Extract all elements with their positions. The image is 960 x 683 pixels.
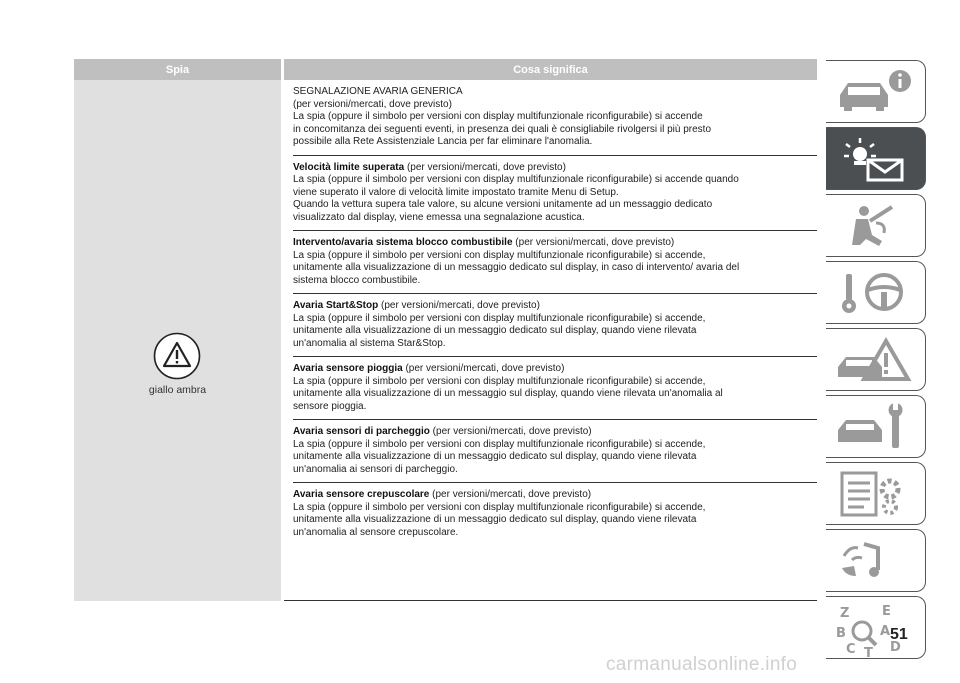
multimedia-icon (834, 536, 918, 586)
header-spia: Spia (74, 59, 281, 80)
svg-text:Z: Z (840, 606, 850, 621)
entry-rain-sensor: Avaria sensore pioggia (per versioni/mercati, dove previsto) La spia (oppure il simbolo per versioni con display multifunzionale riconfigurabile) si accende, unitamente alla visualizzazione di un messaggio sul display, quando viene rilevata un'anomalia al sensore pioggia. (293, 356, 817, 419)
entry-heading: SEGNALAZIONE AVARIA GENERICA (293, 86, 463, 97)
tab-car-info[interactable] (826, 60, 926, 123)
maintenance-icon (834, 402, 918, 452)
technical-data-icon (834, 469, 918, 519)
header-cosa-significa: Cosa significa (284, 59, 817, 80)
tab-starting-driving[interactable] (826, 261, 926, 324)
tab-safety[interactable] (826, 194, 926, 257)
safety-airbag-icon (834, 201, 918, 251)
entry-title: Avaria sensori di parcheggio (293, 426, 430, 437)
entry-twilight-sensor: Avaria sensore crepuscolare (per versioni/mercati, dove previsto) La spia (oppure il simbolo per versioni con display multifunzionale riconfigurabile) si accende, unitamente alla visualizzazione di un messaggio dedicato sul display, quando viene rilevata un'anomalia al sensore crepuscolare. (293, 482, 817, 545)
entry-title: Avaria Start&Stop (293, 300, 379, 311)
car-info-icon (834, 67, 918, 117)
svg-text:A: A (880, 624, 891, 639)
emergency-icon (834, 335, 918, 385)
svg-text:B: B (836, 626, 846, 641)
starting-driving-icon (834, 268, 918, 318)
entry-title: Avaria sensore pioggia (293, 363, 403, 374)
table-header (74, 59, 817, 80)
table-body (74, 80, 817, 601)
tab-index[interactable] (826, 596, 926, 659)
watermark: carmanualsonline.info (606, 654, 798, 675)
warning-light-table (74, 59, 817, 601)
spia-cell (74, 80, 281, 601)
svg-text:D: D (890, 640, 901, 655)
entry-fuel-cutoff: Intervento/avaria sistema blocco combustibile (per versioni/mercati, dove previsto) La spia (oppure il simbolo per versioni con display multifunzionale riconfigurabile) si accende, unitamente alla visualizzazione di un messaggio dedicato sul display, in caso di intervento/ avaria del sistema blocco combustibile. (293, 230, 817, 293)
entry-generic-fault: SEGNALAZIONE AVARIA GENERICA (per versioni/mercati, dove previsto) La spia (oppure il simbolo per versioni con display multifunzionale riconfigurabile) si accende in concomitanza dei seguenti eventi, in presenza dei quali è consigliabile rivolgersi il più presto possibile alla Rete Assistenziale Lancia per far eliminare l'anomalia. (293, 80, 817, 155)
tab-emergency[interactable] (826, 328, 926, 391)
svg-text:T: T (864, 646, 873, 659)
entry-title: Intervento/avaria sistema blocco combustibile (293, 237, 513, 248)
svg-text:E: E (882, 604, 891, 619)
entry-speed-limit: Velocità limite superata (per versioni/mercati, dove previsto) La spia (oppure il simbolo per versioni con display multifunzionale riconfigurabile) si accende quando viene superato il valore di velocità limite impostato tramite Menu di Setup. Quando la vettura supera tale valore, su alcune versioni unitamente ad un messaggio dedicato visualizzato dal display, viene emessa una segnalazione acustica. (293, 155, 817, 231)
spia-color-label: giallo ambra (148, 384, 207, 396)
entry-start-stop: Avaria Start&Stop (per versioni/mercati, dove previsto) La spia (oppure il simbolo per versioni con display multifunzionale riconfigurabile) si accende, unitamente alla visualizzazione di un messaggio dedicato sul display, quando viene rilevata un'anomalia al sistema Star&Stop. (293, 293, 817, 356)
tab-warning-lights[interactable] (826, 127, 926, 190)
tab-technical-data[interactable] (826, 462, 926, 525)
tab-maintenance[interactable] (826, 395, 926, 458)
page-number: 51 (890, 626, 908, 643)
chapter-sidebar (826, 60, 928, 663)
generic-warning-icon (153, 332, 201, 380)
entry-parking-sensors: Avaria sensori di parcheggio (per versioni/mercati, dove previsto) La spia (oppure il simbolo per versioni con display multifunzionale riconfigurabile) si accende, unitamente alla visualizzazione di un messaggio dedicato sul display, quando viene rilevata un'anomalia ai sensori di parcheggio. (293, 419, 817, 482)
entry-title: Avaria sensore crepuscolare (293, 489, 430, 500)
meaning-cell (284, 80, 817, 601)
entry-title: Velocità limite superata (293, 161, 405, 173)
tab-multimedia[interactable] (826, 529, 926, 592)
svg-text:C: C (846, 642, 856, 657)
warning-lights-messages-icon (834, 134, 918, 184)
